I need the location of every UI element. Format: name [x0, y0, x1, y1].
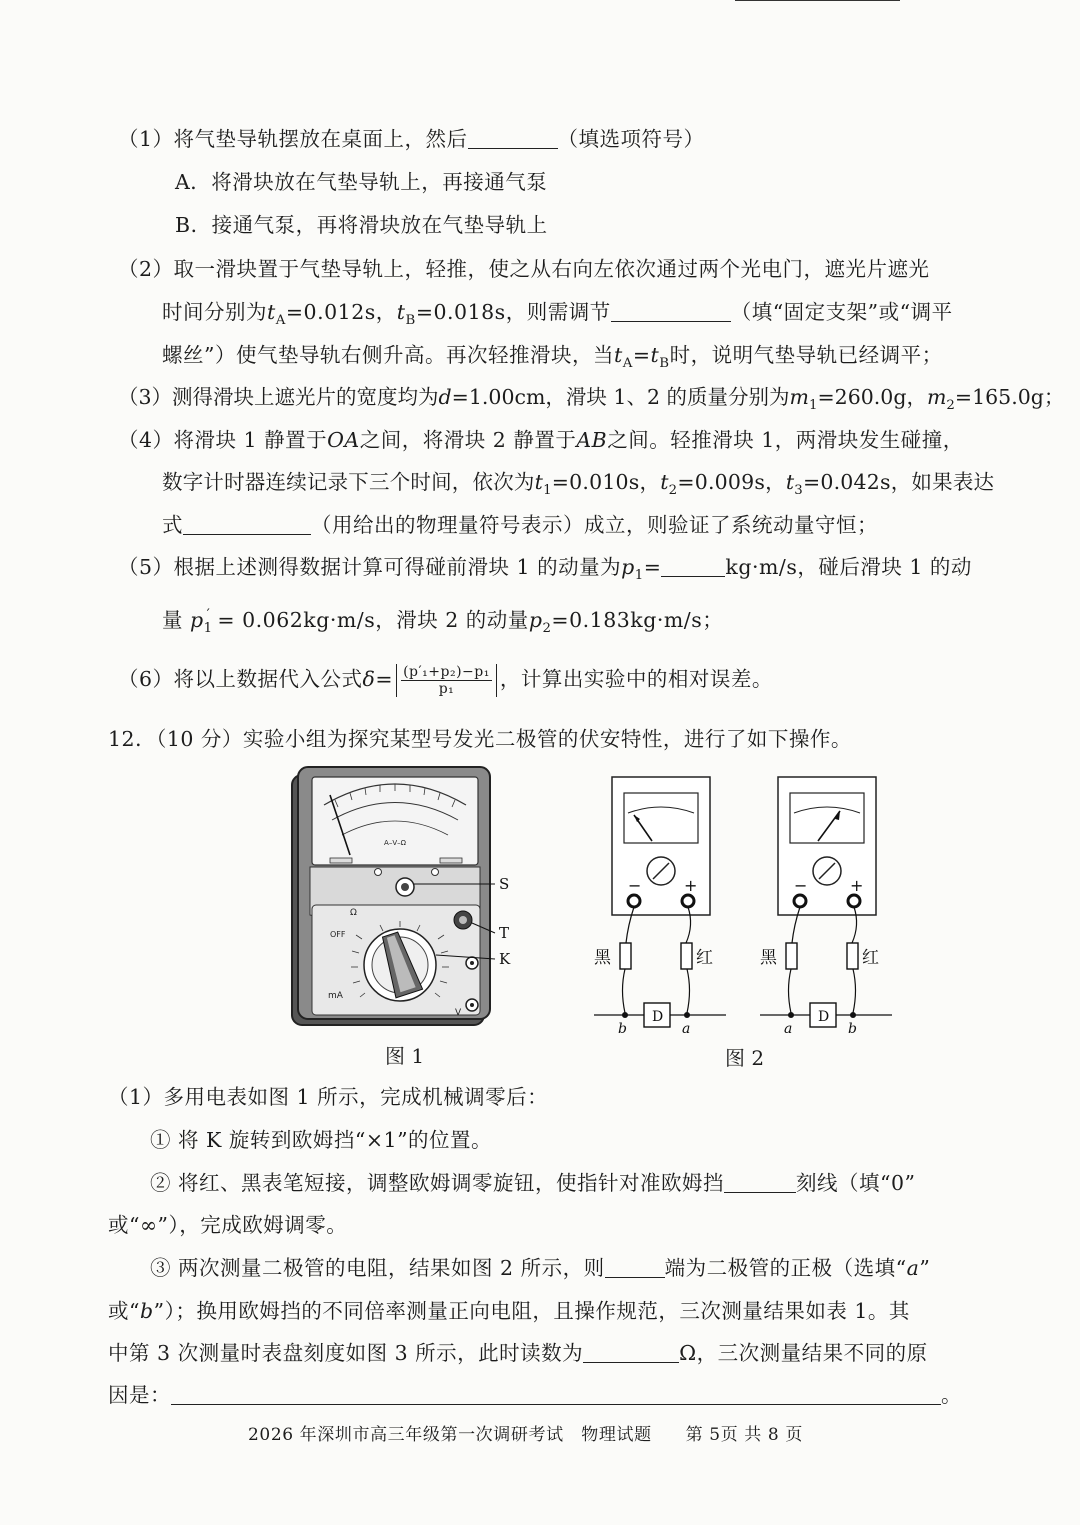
q12-step2-line2: 或“∞”），完成欧姆调零。 [108, 1213, 348, 1237]
label-k: K [499, 950, 511, 968]
q11-part5-line2: 量 $p_1' = 0.062kg\cdot m/s$，滑块 2 的动量$p_2=0.183kg\cdot m/s$； [162, 607, 724, 637]
answer-blank[interactable] [611, 301, 731, 323]
q12-step2-line1: ② 将红、黑表笔短接，调整欧姆调零旋钮，使指针对准欧姆挡 刻线（填“0” [150, 1171, 916, 1195]
q12-part1: （1）多用电表如图 1 所示，完成机械调零后： [108, 1085, 549, 1109]
q12-step1: ① 将 K 旋转到欧姆挡“×1”的位置。 [150, 1128, 493, 1152]
q11-part4-line3: 式 （用给出的物理量符号表示）成立，则验证了系统动量守恒； [162, 513, 878, 537]
q12-heading: 12．（10 分）实验小组为探究某型号发光二极管的伏安特性，进行了如下操作。 [108, 727, 852, 751]
plus-label: + [850, 876, 864, 895]
option-b: B．接通气泵，再将滑块放在气垫导轨上 [175, 213, 548, 237]
svg-text:Ω: Ω [350, 908, 357, 918]
label-s: S [499, 875, 510, 893]
terminal-a-left: a [682, 1021, 691, 1037]
q11-part3: （3）测得滑块上遮光片的宽度均为d=1.00cm，滑块 1、2 的质量分别为$m_1=260.0g$，$m_2=165.0g$； [118, 385, 1065, 414]
q11-part2-line3: 螺丝”）使气垫导轨右侧升高。再次轻推滑块，当$t_A=t_B$时，说明气垫导轨已经调平； [162, 343, 943, 372]
error-formula: $\frac{\text{(p′₁+p₂)−p₁}}{\text{p₁}}$ [396, 664, 497, 697]
minus-label: − [628, 876, 642, 895]
minus-label: − [794, 876, 808, 895]
option-a: A．将滑块放在气垫导轨上，再接通气泵 [175, 170, 548, 194]
answer-blank[interactable] [661, 556, 725, 578]
dial-label: A–V–Ω [384, 839, 406, 847]
q11-part2-line1: （2）取一滑块置于气垫导轨上，轻推，使之从右向左依次通过两个光电门，遮光片遮光 [118, 257, 930, 281]
red-probe-label: 红 [696, 948, 713, 968]
q11-part4-line1: （4）将滑块 1 静置于OA之间，将滑块 2 静置于AB之间。轻推滑块 1，两滑块发生碰撞， [118, 428, 964, 452]
diode-measurement-figure [590, 775, 900, 1037]
page-footer [248, 1420, 803, 1445]
answer-blank[interactable] [183, 514, 311, 536]
label-t: T [499, 924, 510, 942]
answer-blank[interactable] [605, 1257, 665, 1279]
figure-1-caption: 图 1 [385, 1044, 425, 1068]
q11-part6: （6）将以上数据代入公式δ= $\frac{\text{(p′₁+p₂)−p₁}}{\text{p₁}}$ ，计算出实验中的相对误差。 [118, 664, 773, 697]
diode-label: D [652, 1009, 664, 1025]
v-label: V [455, 1008, 462, 1018]
red-probe-label: 红 [862, 948, 879, 968]
black-probe-label: 黑 [594, 948, 611, 968]
figure-2-caption: 图 2 [725, 1046, 765, 1070]
answer-blank[interactable] [171, 1384, 941, 1406]
q12-step3-line4: 因是： 。 [108, 1383, 962, 1407]
q11-part1: （1）将气垫导轨摆放在桌面上，然后 （填选项符号） [118, 127, 705, 151]
terminal-b-left: b [618, 1021, 627, 1037]
q11-part2-line2: 时间分别为$t_A=0.012s$，$t_B=0.018s$，则需调节 （填“固定支架”或“调平 [162, 300, 953, 329]
terminal-a-right: a [784, 1021, 793, 1037]
ma-label: mA [328, 991, 343, 1001]
plus-label: + [684, 876, 698, 895]
q11-part4-line2: 数字计时器连续记录下三个时间，依次为$t_1=0.010s$，$t_2=0.009s$，$t_3=0.042s$，如果表达 [162, 470, 995, 499]
q12-step3-line2: 或“b”）；换用欧姆挡的不同倍率测量正向电阻，且操作规范，三次测量结果如表 1。其 [108, 1299, 910, 1323]
footer-page-number: 第 5页 共 8 页 [685, 1425, 803, 1445]
terminal-b-right: b [848, 1021, 857, 1037]
diode-label: D [818, 1009, 830, 1025]
top-rule [735, 0, 900, 1]
footer-title: 2026 年深圳市高三年级第一次调研考试 物理试题 [248, 1425, 652, 1445]
multimeter-figure [290, 765, 520, 1030]
answer-blank[interactable] [468, 128, 558, 150]
answer-blank[interactable] [583, 1342, 679, 1364]
answer-blank[interactable] [724, 1172, 796, 1194]
off-label: OFF [330, 930, 346, 939]
q12-step3-line3: 中第 3 次测量时表盘刻度如图 3 所示，此时读数为 Ω，三次测量结果不同的原 [108, 1341, 928, 1365]
black-probe-label: 黑 [760, 948, 777, 968]
q12-step3-line1: ③ 两次测量二极管的电阻，结果如图 2 所示，则 端为二极管的正极（选填“a” [150, 1256, 931, 1280]
q11-part5-line1: （5）根据上述测得数据计算可得碰前滑块 1 的动量为$p_1= kg\cdot m/s$，碰后滑块 1 的动 [118, 555, 972, 584]
